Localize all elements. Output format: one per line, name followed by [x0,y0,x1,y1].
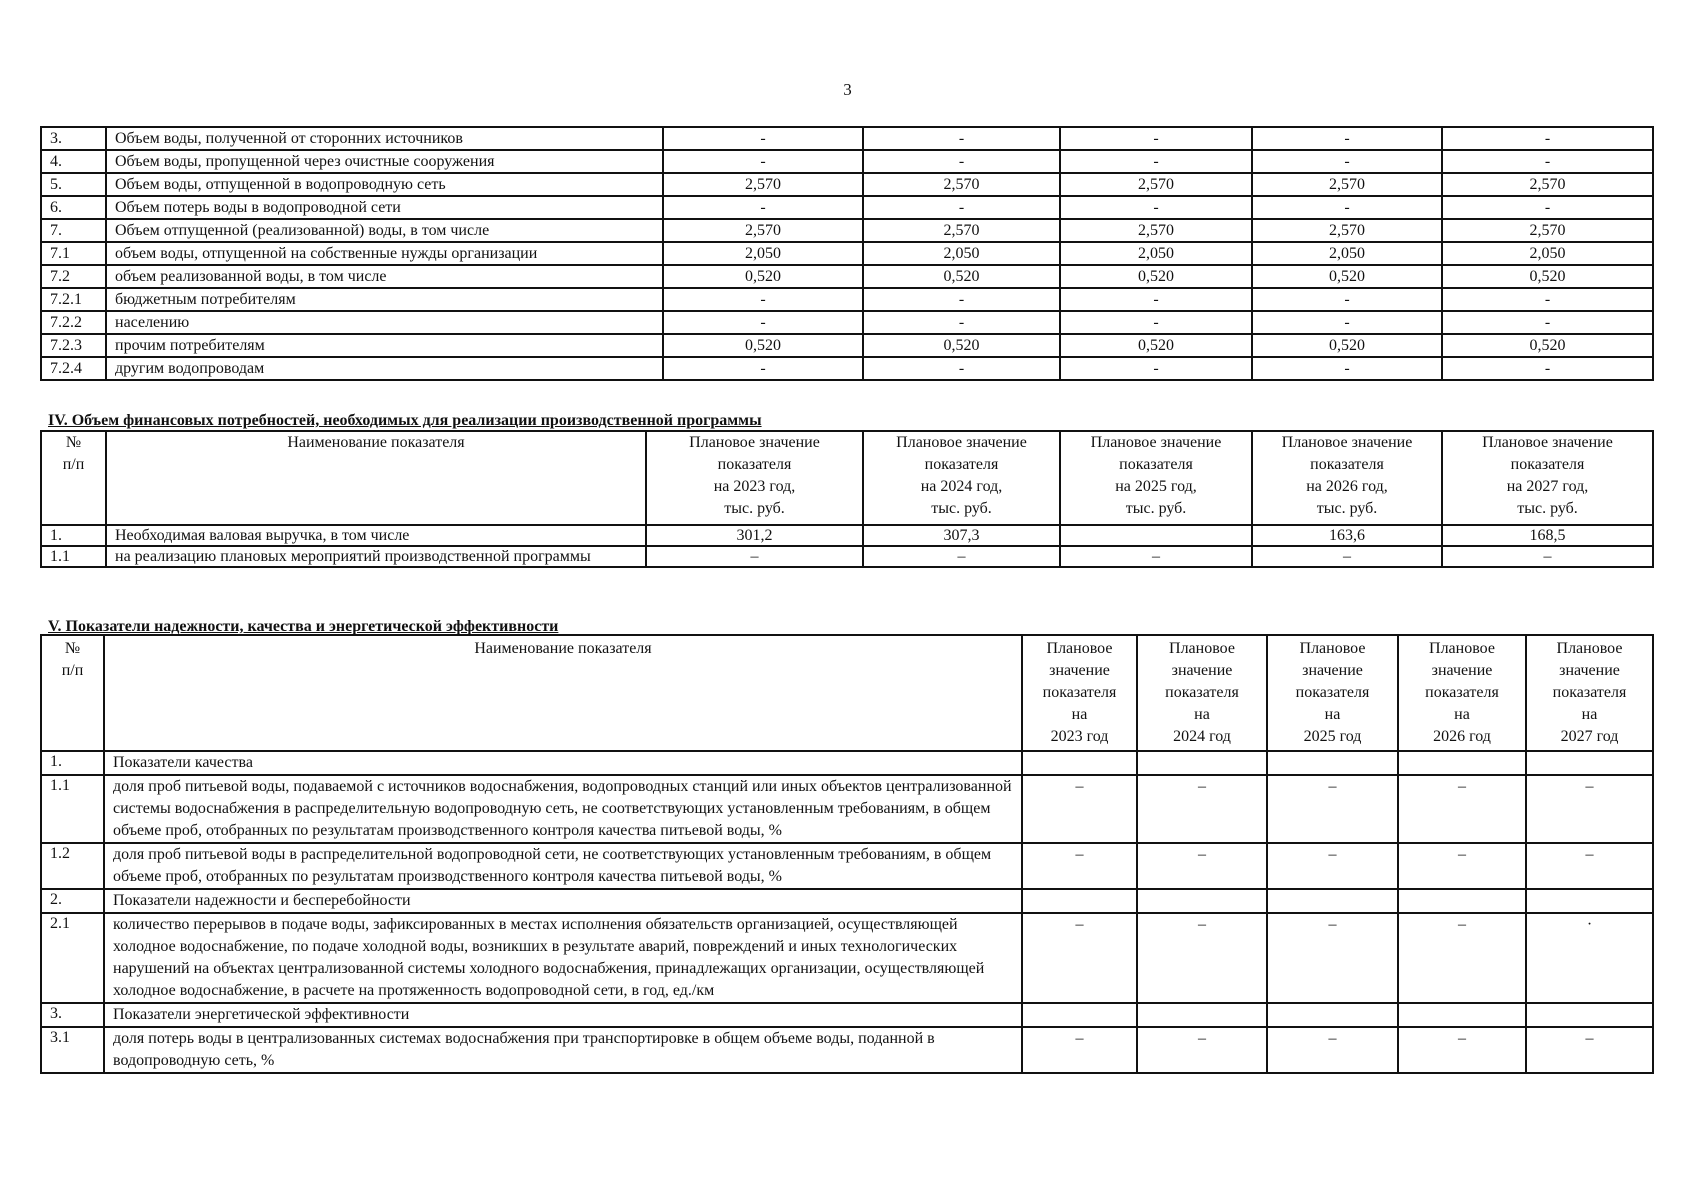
value-cell: - [1252,150,1442,173]
value-cell: 2,570 [863,219,1060,242]
value-cell: 2,570 [1442,219,1653,242]
col-header-2027: Плановое значение показателя на 2027 год [1526,635,1653,751]
reliability-indicators-table [40,634,1654,1074]
row-number: 4. [41,150,106,173]
value-cell: 2,050 [863,242,1060,265]
row-number: 1.2 [41,843,104,889]
value-cell: 0,520 [663,334,863,357]
row-number: 7.2.3 [41,334,106,357]
value-cell: 0,520 [863,265,1060,288]
value-cell: 2,570 [863,173,1060,196]
value-cell: – [1137,843,1267,889]
value-cell: - [863,127,1060,150]
indicator-name: Показатели качества [104,751,1022,775]
page-number: 3 [843,80,852,99]
value-cell: - [663,196,863,219]
value-cell: 2,570 [1060,219,1252,242]
value-cell: – [1398,913,1526,1003]
value-cell [1398,751,1526,775]
row-number: 3. [41,1003,104,1027]
table-row [41,525,1653,546]
col-header-2024: Плановое значение показателя на 2024 год, тыс. руб. [863,431,1060,525]
indicator-name: Показатели надежности и бесперебойности [104,889,1022,913]
value-cell: 2,050 [1252,242,1442,265]
value-cell: – [1526,1027,1653,1073]
value-cell: – [1022,843,1137,889]
indicator-name: населению [106,311,663,334]
value-cell: - [1252,357,1442,380]
value-cell: 2,570 [1060,173,1252,196]
value-cell: - [663,357,863,380]
value-cell: 307,3 [863,525,1060,546]
value-cell [1022,1003,1137,1027]
row-number: 1.1 [41,546,106,567]
value-cell: – [1022,1027,1137,1073]
value-cell: 0,520 [1252,265,1442,288]
value-cell: – [863,546,1060,567]
value-cell: 2,050 [1442,242,1653,265]
value-cell: 2,570 [663,173,863,196]
col-header-num: № п/п [41,635,104,751]
value-cell [1398,889,1526,913]
value-cell: – [1137,775,1267,843]
indicator-name: другим водопроводам [106,357,663,380]
value-cell [1022,889,1137,913]
table-row [41,889,1653,913]
table-row [41,357,1653,380]
value-cell: 2,050 [1060,242,1252,265]
col-header-2023: Плановое значение показателя на 2023 год, тыс. руб. [646,431,863,525]
value-cell: - [863,357,1060,380]
row-number: 3.1 [41,1027,104,1073]
table-row [41,843,1653,889]
table-row [41,1003,1653,1027]
value-cell: 0,520 [1252,334,1442,357]
indicator-name: Объем воды, отпущенной в водопроводную сеть [106,173,663,196]
row-number: 2. [41,889,104,913]
value-cell [1137,889,1267,913]
value-cell [1267,889,1398,913]
value-cell: – [1398,775,1526,843]
value-cell [1267,751,1398,775]
row-number: 7.2.1 [41,288,106,311]
value-cell: - [1252,127,1442,150]
value-cell: - [1252,288,1442,311]
value-cell: - [663,150,863,173]
value-cell: - [1252,311,1442,334]
col-header-name: Наименование показателя [106,431,646,525]
table-row [41,265,1653,288]
value-cell [1137,1003,1267,1027]
indicator-name: прочим потребителям [106,334,663,357]
table-row [41,196,1653,219]
value-cell: - [1060,127,1252,150]
value-cell: 0,520 [863,334,1060,357]
indicator-name: доля проб питьевой воды в распределительной водопроводной сети, не соответствующих установленным требованиям, в общем объеме проб, отобранных по результатам производственного контроля качества питьевой воды, % [104,843,1022,889]
value-cell: – [1442,546,1653,567]
value-cell: - [663,311,863,334]
value-cell: – [1267,843,1398,889]
value-cell: 2,570 [1252,173,1442,196]
indicator-name: Объем воды, пропущенной через очистные сооружения [106,150,663,173]
col-header-2026: Плановое значение показателя на 2026 год [1398,635,1526,751]
value-cell: – [1526,775,1653,843]
value-cell: – [1526,843,1653,889]
value-cell: – [1398,1027,1526,1073]
row-number: 7. [41,219,106,242]
table-row [41,242,1653,265]
table-header-row [41,635,1653,751]
indicator-name: доля потерь воды в централизованных системах водоснабжения при транспортировке в общем объеме воды, поданной в водопроводную сеть, % [104,1027,1022,1073]
value-cell: – [1252,546,1442,567]
value-cell: 2,570 [1442,173,1653,196]
value-cell: - [1442,196,1653,219]
col-header-2025: Плановое значение показателя на 2025 год [1267,635,1398,751]
value-cell: 0,520 [663,265,863,288]
water-volume-table [40,126,1654,381]
value-cell [1022,751,1137,775]
value-cell: 0,520 [1060,334,1252,357]
section-4-title: IV. Объем финансовых потребностей, необходимых для реализации производственной программы [48,412,762,429]
value-cell [1137,751,1267,775]
row-number: 1. [41,525,106,546]
value-cell: - [1060,150,1252,173]
row-number: 5. [41,173,106,196]
value-cell: 2,050 [663,242,863,265]
table-row [41,751,1653,775]
value-cell: - [1442,288,1653,311]
value-cell: – [1267,1027,1398,1073]
value-cell [1526,751,1653,775]
table-row [41,334,1653,357]
table-row [41,173,1653,196]
table-row [41,288,1653,311]
indicator-name: Необходимая валовая выручка, в том числе [106,525,646,546]
value-cell: 168,5 [1442,525,1653,546]
value-cell: 301,2 [646,525,863,546]
value-cell [1267,1003,1398,1027]
row-number: 1. [41,751,104,775]
value-cell: – [1137,1027,1267,1073]
col-header-2023: Плановое значение показателя на 2023 год [1022,635,1137,751]
value-cell: - [1442,357,1653,380]
value-cell: - [863,196,1060,219]
value-cell: - [1060,357,1252,380]
value-cell: - [1252,196,1442,219]
value-cell: 2,570 [1252,219,1442,242]
indicator-name: доля проб питьевой воды, подаваемой с источников водоснабжения, водопроводных станций или иных объектов централизованной системы водоснабжения в распределительную водопроводную сеть, не соответствующих установленным требованиям, в общем объеме проб, отобранных по результатам производственного контроля качества питьевой воды, % [104,775,1022,843]
col-header-num: № п/п [41,431,106,525]
row-number: 2.1 [41,913,104,1003]
value-cell [1526,1003,1653,1027]
indicator-name: объем воды, отпущенной на собственные нужды организации [106,242,663,265]
value-cell [1398,1003,1526,1027]
value-cell: - [1442,150,1653,173]
row-number: 6. [41,196,106,219]
value-cell: - [663,288,863,311]
col-header-name: Наименование показателя [104,635,1022,751]
indicator-name: объем реализованной воды, в том числе [106,265,663,288]
table-row [41,1027,1653,1073]
value-cell: 0,520 [1442,334,1653,357]
indicator-name: Объем воды, полученной от сторонних источников [106,127,663,150]
value-cell: – [1137,913,1267,1003]
value-cell: – [1022,775,1137,843]
indicator-name: Показатели энергетической эффективности [104,1003,1022,1027]
value-cell: – [646,546,863,567]
table-row [41,775,1653,843]
value-cell: - [1442,127,1653,150]
value-cell [1526,889,1653,913]
row-number: 7.2.2 [41,311,106,334]
value-cell: - [863,150,1060,173]
value-cell: - [1060,311,1252,334]
indicator-name: количество перерывов в подаче воды, зафиксированных в местах исполнения обязательств организацией, осуществляющей холодное водоснабжение, по подаче холодной воды, возникших в результате аварий, повреждений и иных технологических нарушений на объектах централизованной системы холодного водоснабжения, принадлежащих организации, осуществляющей холодное водоснабжение, в расчете на протяженность водопроводной сети, в год, ед./км [104,913,1022,1003]
value-cell: - [663,127,863,150]
value-cell: - [863,288,1060,311]
value-cell: · [1526,913,1653,1003]
table-row [41,219,1653,242]
value-cell: 2,570 [663,219,863,242]
row-number: 3. [41,127,106,150]
value-cell: 0,520 [1442,265,1653,288]
section-5-title: V. Показатели надежности, качества и энергетической эффективности [48,618,559,635]
col-header-2025: Плановое значение показателя на 2025 год, тыс. руб. [1060,431,1252,525]
value-cell: – [1398,843,1526,889]
table-header-row [41,431,1653,525]
value-cell: 163,6 [1252,525,1442,546]
value-cell: 0,520 [1060,265,1252,288]
col-header-2024: Плановое значение показателя на 2024 год [1137,635,1267,751]
value-cell: - [1060,196,1252,219]
col-header-2026: Плановое значение показателя на 2026 год, тыс. руб. [1252,431,1442,525]
value-cell: – [1267,913,1398,1003]
value-cell: – [1267,775,1398,843]
row-number: 7.1 [41,242,106,265]
table-row [41,150,1653,173]
table-row [41,913,1653,1003]
row-number: 7.2 [41,265,106,288]
col-header-2027: Плановое значение показателя на 2027 год, тыс. руб. [1442,431,1653,525]
value-cell: - [1442,311,1653,334]
table-row [41,127,1653,150]
indicator-name: бюджетным потребителям [106,288,663,311]
value-cell: – [1060,546,1252,567]
table-row [41,546,1653,567]
financial-needs-table [40,430,1654,568]
indicator-name: Объем потерь воды в водопроводной сети [106,196,663,219]
table-row [41,311,1653,334]
value-cell [1060,525,1252,546]
value-cell: - [1060,288,1252,311]
row-number: 1.1 [41,775,104,843]
value-cell: - [863,311,1060,334]
row-number: 7.2.4 [41,357,106,380]
indicator-name: Объем отпущенной (реализованной) воды, в том числе [106,219,663,242]
indicator-name: на реализацию плановых мероприятий производственной программы [106,546,646,567]
value-cell: – [1022,913,1137,1003]
